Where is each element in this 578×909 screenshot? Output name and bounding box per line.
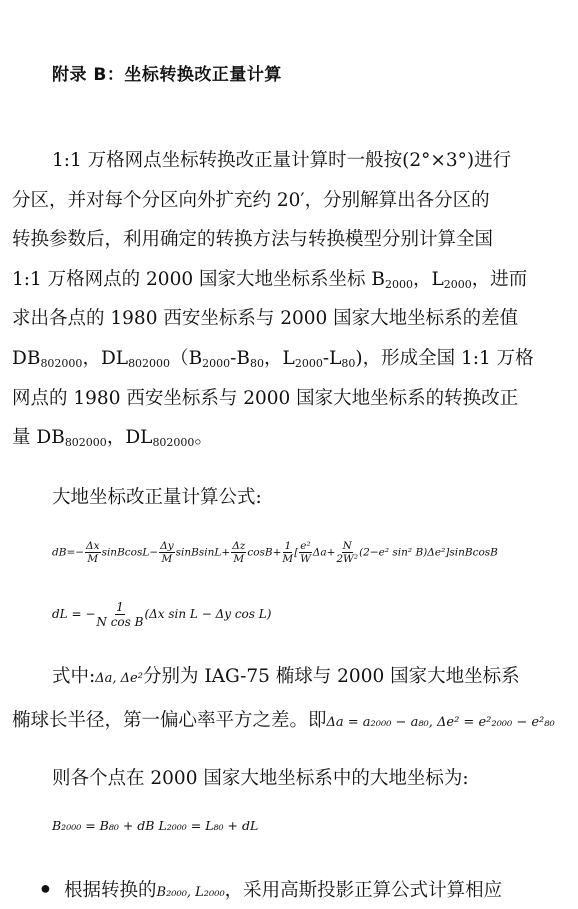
para2-line1: 式中:Δa, Δe²分别为 IAG-75 椭球与 2000 国家大地坐标系 (52, 666, 520, 687)
formula-dB: dB=− $\frac{\Delta x}{M}$ sinBcosL− $\frac{\Delta y}{M}$ sinBsinL+ $\frac{\Delta z}{M}$ cosB+ $\frac{1}{M}$ [ $\frac{\text{e²}}{W}$ Δa+ $\frac{N}{\text{2W²}}$ (2−e² sin² B)Δe²]sinBcosB (52, 540, 498, 565)
para1-line2: 分区，并对每个分区向外扩充约 20′，分别解算出各分区的 (12, 190, 490, 211)
para2-line2: 椭球长半径，第一偏心率平方之差。即Δa = a₂₀₀₀ − a₈₀, Δe² = e²₂₀₀₀ − e²₈₀ (12, 710, 555, 731)
fraction: $\frac{\text{e²}}{W}$ (300, 540, 311, 565)
bullet-icon: ● (40, 878, 51, 898)
para1-line4: 1:1 万格网点的 2000 国家大地坐标系坐标 $B_{2000}$，$L_{2000}$，进而 (12, 269, 528, 291)
formula-intro: 大地坐标改正量计算公式: (52, 487, 262, 508)
formula-dL: dL = − $\frac{1}{\text{N cos B}}$ (Δx sin L − Δy cos L) (52, 600, 272, 629)
para1-line8: 量 $DB_{802000}$，$DL_{802000}$。 (12, 427, 213, 449)
section-heading: 附录 B：坐标转换改正量计算 (52, 65, 282, 85)
para3: 则各个点在 2000 国家大地坐标系中的大地坐标为: (52, 768, 469, 789)
para1-line5: 求出各点的 1980 西安坐标系与 2000 国家大地坐标系的差值 (12, 308, 519, 329)
fraction: $\frac{N}{\text{2W²}}$ (336, 540, 359, 565)
fraction: $\frac{\Delta y}{M}$ (160, 540, 174, 565)
para1-line3: 转换参数后，利用确定的转换方法与转换模型分别计算全国 (12, 229, 494, 250)
para1-line7: 网点的 1980 西安坐标系与 2000 国家大地坐标系的转换改正 (12, 388, 519, 409)
para1-line1: 1:1 万格网点坐标转换改正量计算时一般按(2°×3°)进行 (52, 150, 512, 171)
fraction: $\frac{1}{M}$ (282, 540, 294, 565)
bullet-text: 根据转换的B₂₀₀₀, L₂₀₀₀，采用高斯投影正算公式计算相应 (64, 880, 503, 901)
fraction: $\frac{\Delta x}{M}$ (86, 540, 100, 565)
formula-B-L: B₂₀₀₀ = B₈₀ + dB L₂₀₀₀ = L₈₀ + dL (52, 818, 259, 833)
fraction: $\frac{\Delta z}{M}$ (232, 540, 246, 565)
fraction: $\frac{1}{\text{N cos B}}$ (96, 600, 144, 629)
para1-line6: $DB_{802000}$，$DL_{802000}(B_{2000}-B_{80}$，$L_{2000}-L_{80}$)，形成全国 1:1 万格 (12, 348, 534, 370)
